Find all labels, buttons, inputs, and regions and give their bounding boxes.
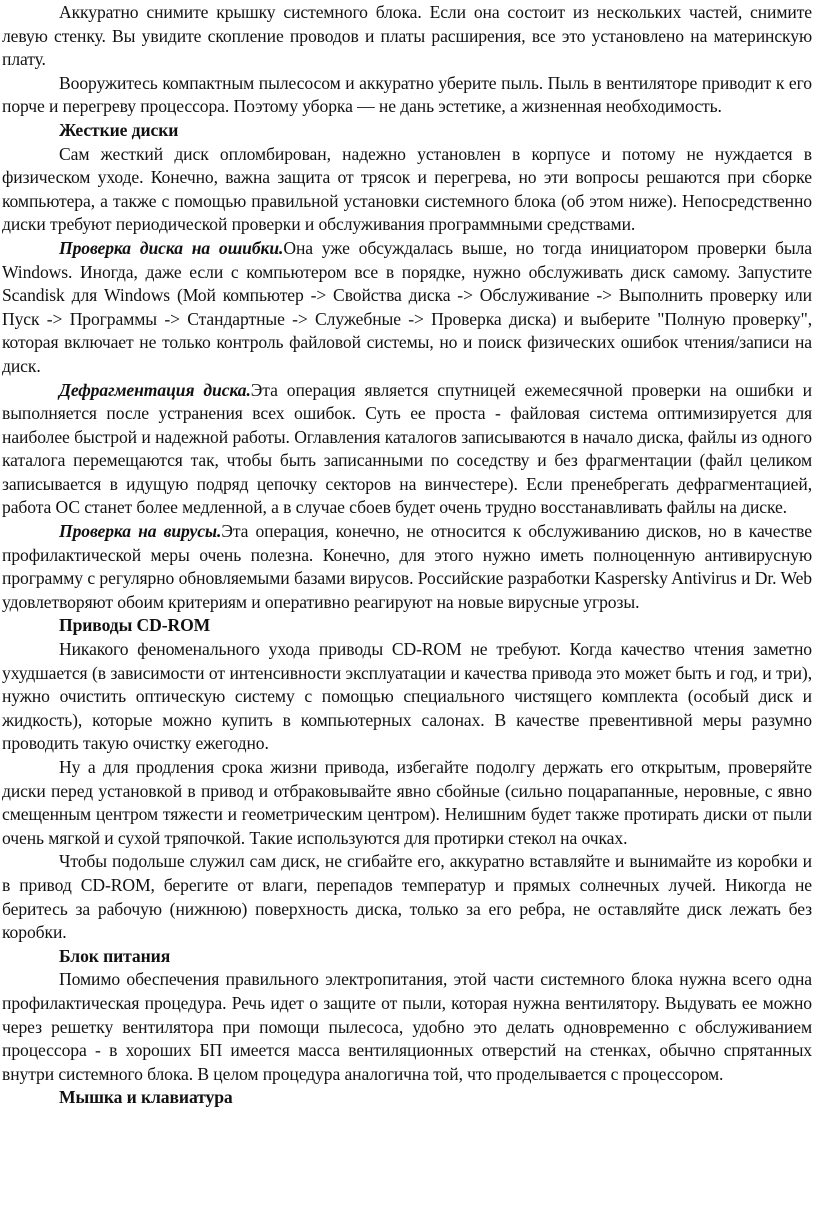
text-defragmentation: Эта операция является спутницей ежемесячной проверки на ошибки и выполняется после устранения всех ошибок. Суть ее проста - файловая система оптимизируется для наиболее быстрой и надежной работы. Оглавления каталогов записываются в начало диска, файлы из одного каталога перемещаются так, чтобы быть записанными по соседству и без фрагментации (файл целиком записывается в идущую подряд цепочку секторов на винчестере). Если пренебрегать дефрагментацией, работа ОС станет более медленной, а в случае сбоев будет очень трудно восстанавливать файлы на диске. (2, 379, 812, 518)
heading-hard-disks: Жесткие диски (59, 119, 179, 140)
paragraph-disc-handling: Чтобы подольше служил сам диск, не сгибайте его, аккуратно вставляйте и вынимайте из коробки и в привод CD-ROM, берегите от влаги, перепадов температур и прямых солнечных лучей. Никогда не беритесь за рабочую (нижнюю) поверхность диска, только за его ребра, не оставляйте диск лежать без коробки. (2, 851, 812, 943)
paragraph-power-supply-care: Помимо обеспечения правильного электропитания, этой части системного блока нужна всего одна профилактическая процедура. Речь идет о защите от пыли, которая нужна вентилятору. Выдувать ее можно через решетку вентилятора при помощи пылесоса, удобно это делать одновременно с обслуживанием процессора - в хороших БП имеется масса вентиляционных отверстий на стенках, обычно спрятанных внутри системного блока. В целом процедура аналогична той, что проделывается с процессором. (2, 969, 812, 1084)
paragraph-cdrom-lifetime: Ну а для продления срока жизни привода, избегайте подолгу держать его открытым, проверяйте диски перед установкой в привод и отбраковывайте явно сбойные (сильно поцарапанные, неровные, с явно смещенным центром тяжести и геометрическим центром). Нелишним будет также протирать диски от пыли очень мягкой и сухой тряпочкой. Такие используются для протирки стекол на очках. (2, 757, 812, 848)
paragraph-disk-check (2, 237, 812, 379)
paragraph-cdrom-cleaning: Никакого феноменального ухода приводы CD-ROM не требуют. Когда качество чтения заметно ухудшается (в зависимости от интенсивности эксплуатации и качества привода это может быть и год, и три), нужно очистить оптическую систему с помощью специального чистящего комплекта (особый диск и жидкость), которые можно купить в компьютерных салонах. В качестве превентивной меры разумно проводить такую очистку ежегодно. (2, 639, 812, 754)
paragraph-defragmentation (2, 379, 812, 521)
heading-cdrom: Приводы CD-ROM (59, 615, 211, 636)
paragraph-virus-check (2, 520, 812, 614)
text-virus-check: Эта операция, конечно, не относится к обслуживанию дисков, но в качестве профилактической меры очень полезна. Конечно, для этого нужно иметь полноценную антивирусную программу с регулярно обновляемыми базами вирусов. Российские разработки Kaspersky Antivirus и Dr. Web удовлетворяют обоим критериям и оперативно реагируют на новые вирусные угрозы. (2, 521, 812, 612)
lead-defragmentation: Дефрагментация диска. (59, 379, 251, 400)
text-disk-check: Она уже обсуждалась выше, но тогда инициатором проверки была Windows. Иногда, даже если с компьютером все в порядке, нужно обслуживать диск самому. Запустите Scandisk для Windows (Мой компьютер -> Свойства диска -> Обслуживание -> Выполнить проверку или Пуск -> Программы -> Стандартные -> Служебные -> Проверка диска) и выберите "Полную проверку", которая включает не только контроль файловой системы, но и поиск физических ошибок чтения/записи на диск. (2, 237, 813, 376)
lead-disk-check: Проверка диска на ошибки. (59, 237, 284, 258)
paragraph-vacuum-dust: Вооружитесь компактным пылесосом и аккуратно уберите пыль. Пыль в вентиляторе приводит к его порче и перегреву процессора. Поэтому уборка — не дань эстетике, а жизненная необходимость. (2, 72, 812, 117)
paragraph-hard-disk-care: Сам жесткий диск опломбирован, надежно установлен в корпусе и потому не нуждается в физическом уходе. Конечно, важна защита от трясок и перегрева, но эти вопросы решаются при сборке компьютера, а также с помощью правильной установки системного блока (об этом ниже). Непосредственно диски требуют периодической проверки и обслуживания программными средствами. (2, 143, 812, 235)
heading-power-supply: Блок питания (59, 945, 171, 966)
paragraph-remove-cover: Аккуратно снимите крышку системного блока. Если она состоит из нескольких частей, снимите левую стенку. Вы увидите скопление проводов и платы расширения, все это установлено на материнскую плату. (2, 2, 812, 70)
lead-virus-check: Проверка на вирусы. (59, 521, 222, 542)
heading-mouse-keyboard: Мышка и клавиатура (59, 1087, 233, 1108)
